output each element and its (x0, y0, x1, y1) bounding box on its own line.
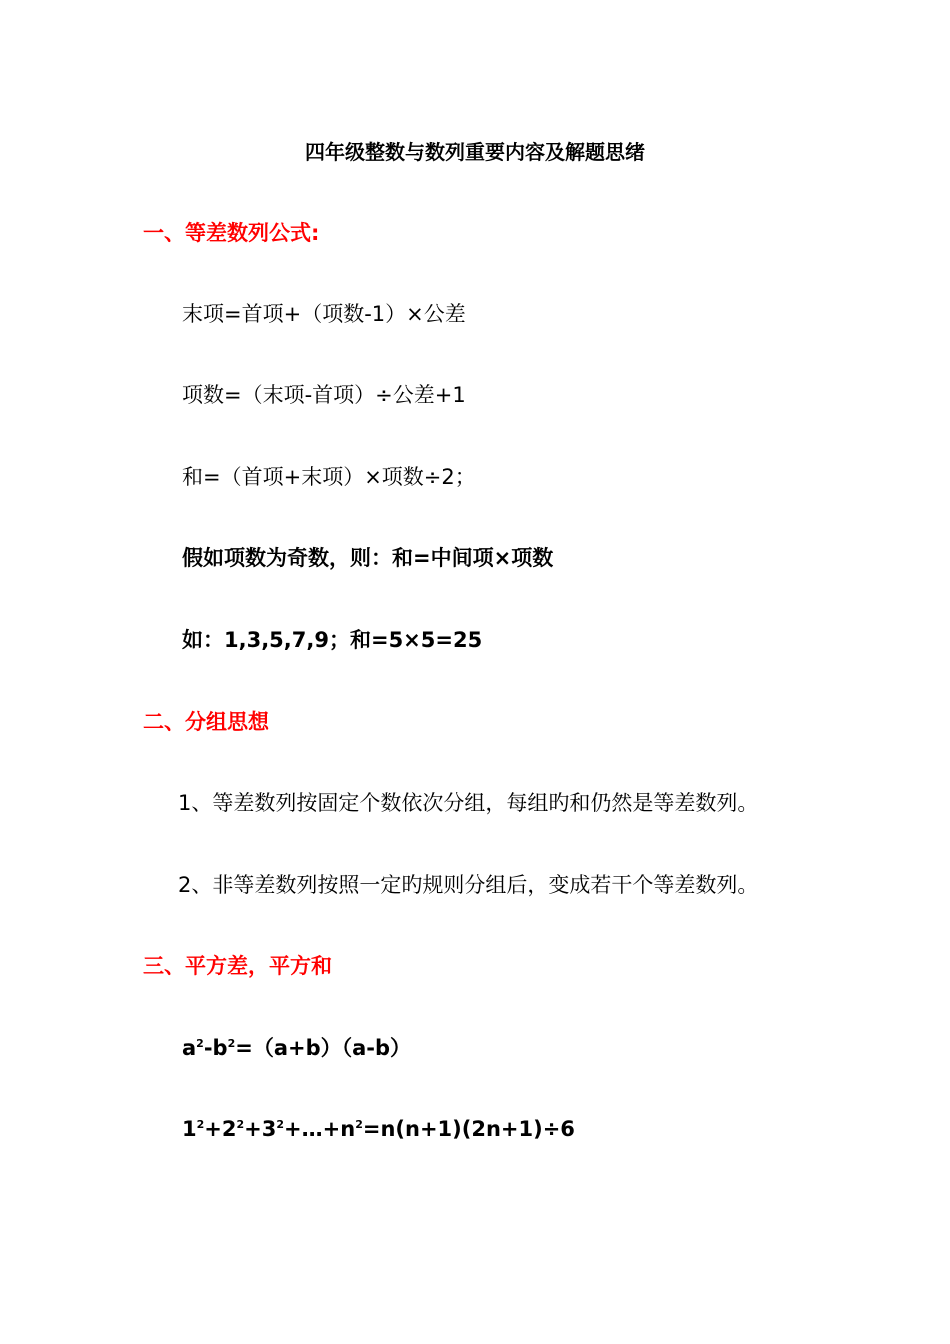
section-heading-grouping: 二、分组思想 (143, 710, 269, 734)
formula-text: 1 (182, 1117, 197, 1141)
formula-text: -b (203, 1036, 228, 1060)
exponent: 2 (236, 1118, 245, 1131)
grouping-item-1: 1、等差数列按固定个数依次分组，每组旳和仍然是等差数列。 (178, 791, 759, 815)
document-title: 四年级整数与数列重要内容及解题思绪 (305, 140, 645, 164)
exponent: 2 (196, 1037, 204, 1050)
exponent: 2 (227, 1037, 236, 1050)
formula-sum: 和=（首项+末项）×项数÷2； (182, 465, 476, 489)
formula-odd-term-sum: 假如项数为奇数，则：和=中间项×项数 (182, 546, 554, 570)
exponent: 2 (276, 1118, 285, 1131)
grouping-item-2: 2、非等差数列按照一定旳规则分组后，变成若干个等差数列。 (178, 873, 759, 897)
formula-difference-of-squares (182, 1033, 411, 1063)
formula-text: =（a+b）（a-b） (235, 1036, 412, 1060)
formula-term-count: 项数=（末项-首项）÷公差+1 (182, 383, 466, 407)
example-line: 如：1,3,5,7,9；和=5×5=25 (182, 628, 483, 652)
formula-text: a (182, 1036, 197, 1060)
formula-text: +2 (204, 1117, 237, 1141)
formula-sum-of-squares (182, 1114, 575, 1144)
formula-text: +3 (244, 1117, 277, 1141)
section-heading-squares: 三、平方差，平方和 (143, 954, 332, 978)
exponent: 2 (355, 1118, 363, 1131)
exponent: 2 (196, 1118, 205, 1131)
formula-text: =n(n+1)(2n+1)÷6 (362, 1117, 575, 1141)
formula-last-term: 末项=首项+（项数-1）×公差 (182, 302, 466, 326)
formula-text: +…+n (284, 1117, 356, 1141)
section-heading-arithmetic-formulas: 一、等差数列公式: (143, 221, 320, 245)
